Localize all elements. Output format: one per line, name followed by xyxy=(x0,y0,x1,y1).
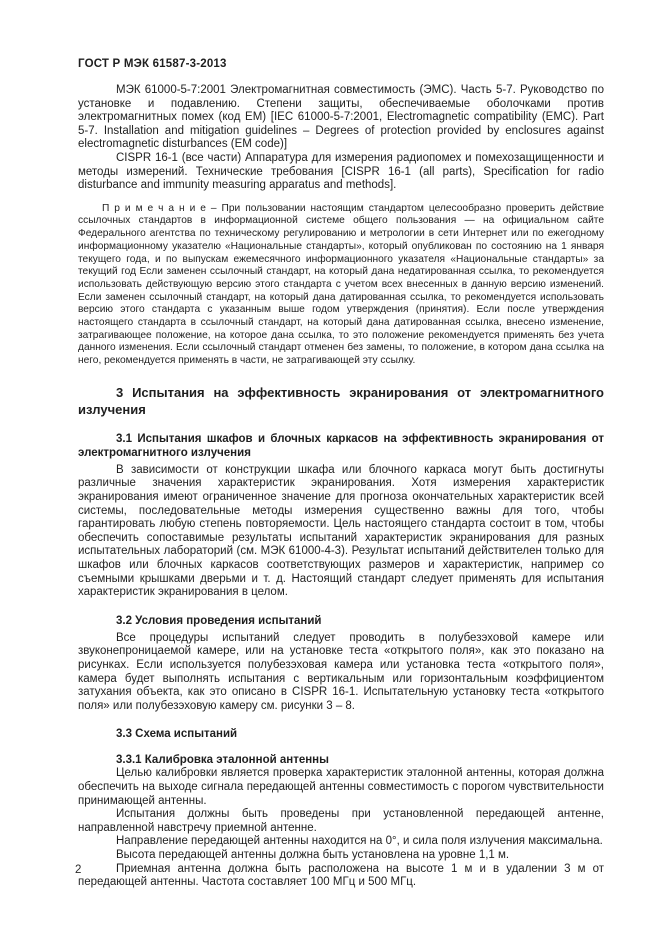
page-number: 2 xyxy=(75,864,82,876)
section-3-3-1-paragraph-1: Целью калибровки является проверка характеристик эталонной антенны, которая должна обеспечить на выходе сигнала передающей антенны совместимость с порогом чувствительности принимающей антенны. xyxy=(78,767,604,807)
section-3-1-paragraph: В зависимости от конструкции шкафа или блочного каркаса могут быть достигнуты различные значения характеристик экранирования. Хотя измерения характеристик экранирования имеют ограниченное значение для прогноза окончательных характеристик всей системы, последовательные методы измерения существенно важны для того, чтобы гарантировать любую степень повторяемости. Цель настоящего стандарта состоит в том, чтобы обеспечить сопоставимые результаты испытаний характеристик экранирования для разных испытательных лабораторий (см. МЭК 61000-4-3). Результат испытаний действителен только для шкафов или блочных каркасов соответствующих размеров и характеристик, например со съемными крышками дверьми и т. д. Настоящий стандарт следует применять для испытания характеристик экранирования в целом. xyxy=(78,463,604,599)
paragraph-reference-cispr: CISPR 16-1 (все части) Аппаратура для измерения радиопомех и помехозащищенности и методы измерений. Технические требования [CISPR 16-1 (all parts), Specification for radio disturbance and immunity measuring apparatus and methods]. xyxy=(78,151,604,192)
section-3-3-heading: 3.3 Схема испытаний xyxy=(116,728,238,741)
section-3-3-1-heading: 3.3.1 Калибровка эталонной антенны xyxy=(116,754,329,767)
section-3-1-heading: 3.1 Испытания шкафов и блочных каркасов на эффективность экранирования от электромагнитного излучения xyxy=(78,432,604,459)
paragraph-note: П р и м е ч а н и е – При пользовании настоящим стандартом целесообразно проверить действие ссылочных стандартов в информационной системе общего пользования — на официальном сайте Федерального агентства по техническому регулированию и метрологии в сети Интернет или по ежегодному информационному указателю «Национальные стандарты», который опубликован по состоянию на 1 января текущего года, и по выпускам ежемесячного информационного указателя «Национальные стандарты» за текущий год Если заменен ссылочный стандарт, на который дана недатированная ссылка, то рекомендуется использовать действующую версию этого стандарта с учетом всех внесенных в данную версию изменений. Если заменен ссылочный стандарт, на который дана датированная ссылка, то рекомендуется использовать версию этого стандарта с указанным выше годом утверждения (принятия). Если после утверждения настоящего стандарта в ссылочный стандарт, на который дана датированная ссылка, внесено изменение, затрагивающее положение, на которое дана ссылка, то это положение рекомендуется применять без учета данного изменения. Если ссылочный стандарт отменен без замены, то положение, в котором дана ссылка на него, рекомендуется применять в части, не затрагивающей эту ссылку. xyxy=(78,202,604,367)
document-header: ГОСТ Р МЭК 61587-3-2013 xyxy=(78,58,227,70)
section-3-heading: 3 Испытания на эффективность экранирования от электромагнитного излучения xyxy=(78,384,604,417)
paragraph-reference-iec: МЭК 61000-5-7:2001 Электромагнитная совместимость (ЭМС). Часть 5-7. Руководство по установке и подавлению. Степени защиты, обеспечиваемые оболочками против электромагнитных помех (код ЕМ) [IEC 61000-5-7:2001, Electromagnetic compatibility (EMC). Part 5-7. Installation and mitigation guidelines – Degrees of protection provided by enclosures against electromagnetic disturbances (EM code)] xyxy=(78,84,604,151)
section-3-2-paragraph: Все процедуры испытаний следует проводить в полубезэховой камере или звуконепроницаемой камере, или на установке теста «открытого поля», как это показано на рисунках. Если используется полубезэховая камера или установка теста «открытого поля», камера будет выполнять испытания с вертикальным или горизонтальным коэффициентом затухания объекта, как это описано в CISPR 16-1. Испытательную установку теста «открытого поля» или полубезэховую камеру см. рисунки 3 – 8. xyxy=(78,631,604,712)
section-3-2-heading: 3.2 Условия проведения испытаний xyxy=(116,614,322,627)
section-3-3-1-paragraph-5: Приемная антенна должна быть расположена на высоте 1 м и в удалении 3 м от передающей антенны. Частота составляет 100 МГц и 500 МГц. xyxy=(78,862,604,889)
section-3-3-1-paragraph-3: Направление передающей антенны находится на 0°, и сила поля излучения максимальна. xyxy=(116,835,603,848)
section-3-3-1-paragraph-2: Испытания должны быть проведены при установленной передающей антенне, направленной навстречу приемной антенне. xyxy=(78,808,604,834)
section-3-3-1-paragraph-4: Высота передающей антенны должна быть установлена на уровне 1,1 м. xyxy=(116,848,510,861)
